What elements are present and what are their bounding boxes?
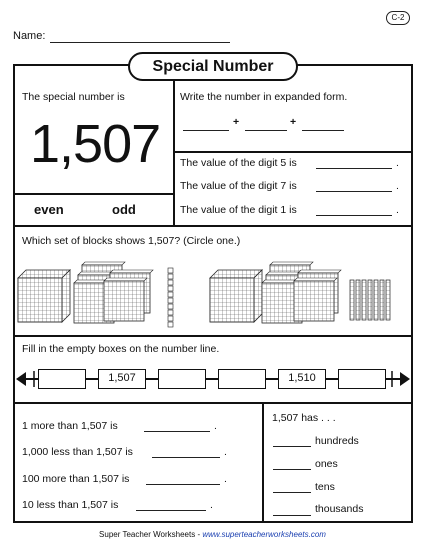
- tens-blank[interactable]: [273, 492, 311, 493]
- comparison-4-blank[interactable]: [136, 510, 206, 511]
- comparison-2-blank[interactable]: [152, 457, 220, 458]
- divider-left-right-top: [173, 65, 175, 225]
- digit-5-blank[interactable]: [316, 168, 392, 169]
- divider-expanded-digits: [174, 151, 412, 153]
- number-line-box-2: 1,507: [98, 369, 146, 389]
- comparison-3-period: .: [224, 473, 227, 485]
- comparison-1-blank[interactable]: [144, 431, 210, 432]
- comparison-1-text: 1 more than 1,507 is: [22, 420, 118, 432]
- worksheet-title: Special Number: [128, 52, 298, 81]
- number-line-box-5: 1,510: [278, 369, 326, 389]
- base-ten-blocks-illustration: [14, 258, 412, 330]
- number-line-box-6[interactable]: [338, 369, 386, 389]
- special-number: 1,507: [30, 114, 161, 174]
- digit-1-blank[interactable]: [316, 215, 392, 216]
- tens-label: tens: [315, 481, 335, 493]
- even-option[interactable]: even: [34, 202, 64, 217]
- number-line-box-3[interactable]: [158, 369, 206, 389]
- comparison-4-text: 10 less than 1,507 is: [22, 499, 119, 511]
- expanded-blank-2[interactable]: [245, 130, 287, 131]
- number-line-prompt: Fill in the empty boxes on the number line.: [22, 343, 220, 355]
- divider-special-evenodd: [14, 193, 174, 195]
- comparison-4-period: .: [210, 499, 213, 511]
- digit-7-blank[interactable]: [316, 191, 392, 192]
- footer-brand: Super Teacher Worksheets: [99, 530, 196, 539]
- divider-bottom-columns: [262, 403, 264, 522]
- divider-top-blocks: [14, 225, 412, 227]
- name-input-line[interactable]: [50, 42, 230, 43]
- expanded-blank-3[interactable]: [302, 130, 344, 131]
- divider-numberline-bottom: [14, 402, 412, 404]
- page-code-badge: C-2: [386, 11, 410, 25]
- expanded-blank-1[interactable]: [183, 130, 229, 131]
- comparison-3-blank[interactable]: [146, 484, 220, 485]
- ones-blank[interactable]: [273, 469, 311, 470]
- blocks-prompt: Which set of blocks shows 1,507? (Circle one.): [22, 235, 241, 247]
- digit-1-period: .: [396, 204, 399, 216]
- digit-5-period: .: [396, 157, 399, 169]
- thousands-label: thousands: [315, 503, 364, 515]
- comparison-1-period: .: [214, 420, 217, 432]
- number-line-box-4[interactable]: [218, 369, 266, 389]
- number-line-box-1[interactable]: [38, 369, 86, 389]
- plus-sign-1: +: [233, 116, 240, 128]
- digit-5-question: The value of the digit 5 is: [180, 157, 297, 169]
- name-label: Name:: [13, 30, 46, 42]
- divider-blocks-numberline: [14, 335, 412, 337]
- ones-label: ones: [315, 458, 338, 470]
- hundreds-blank[interactable]: [273, 446, 311, 447]
- footer-credit: [0, 530, 425, 539]
- odd-option[interactable]: odd: [112, 202, 136, 217]
- thousands-blank[interactable]: [273, 515, 311, 516]
- digit-1-question: The value of the digit 1 is: [180, 204, 297, 216]
- special-number-label: The special number is: [22, 91, 125, 103]
- expanded-form-prompt: Write the number in expanded form.: [180, 91, 348, 103]
- comparison-3-text: 100 more than 1,507 is: [22, 473, 130, 485]
- digit-7-period: .: [396, 180, 399, 192]
- comparison-2-text: 1,000 less than 1,507 is: [22, 446, 133, 458]
- footer-url-link[interactable]: www.superteacherworksheets.com: [202, 530, 326, 539]
- plus-sign-2: +: [290, 116, 297, 128]
- hundreds-label: hundreds: [315, 435, 359, 447]
- footer-separator: -: [195, 530, 203, 539]
- digit-7-question: The value of the digit 7 is: [180, 180, 297, 192]
- comparison-2-period: .: [224, 446, 227, 458]
- place-value-lead: 1,507 has . . .: [272, 412, 336, 424]
